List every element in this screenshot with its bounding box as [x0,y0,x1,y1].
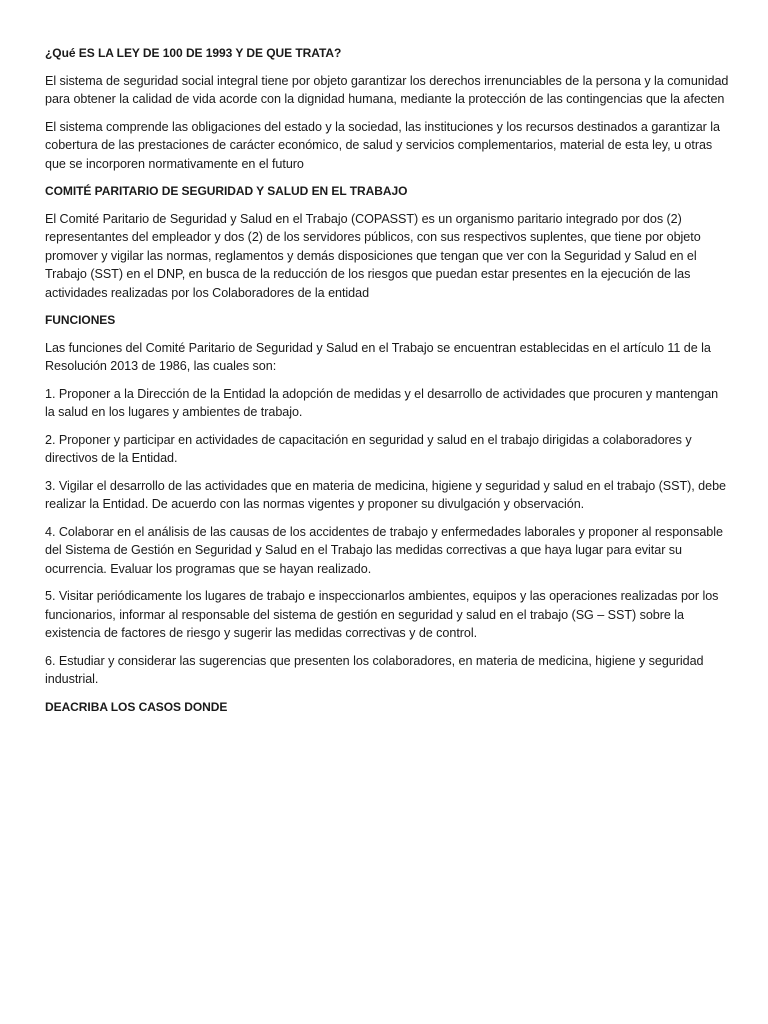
list-item-funcion-6: 6. Estudiar y considerar las sugerencias que presenten los colaboradores, en materia de medicina, higiene y seguridad industrial. [45,653,704,686]
paragraph-sistema-objeto: El sistema de seguridad social integral tiene por objeto garantizar los derechos irrenunciables de la persona y la comunidad para obtener la calidad de vida acorde con la dignidad humana, mediante la protección de las contingencias que la afecten [45,73,729,106]
list-item-funcion-5: 5. Visitar periódicamente los lugares de trabajo e inspeccionarlos ambientes, equipos y las operaciones realizadas por los funcionarios, informar al responsable del sistema de gestión en seguridad y salud en el trabajo (SG – SST) sobre la existencia de factores de riesgo y sugerir las medidas correctivas y de control. [45,589,719,640]
heading-comite-paritario: COMITÉ PARITARIO DE SEGURIDAD Y SALUD EN EL TRABAJO [45,184,408,198]
paragraph-sistema-comprende: El sistema comprende las obligaciones del estado y la sociedad, las instituciones y los recursos destinados a garantizar la cobertura de las prestaciones de carácter económico, de salud y servicios complementarios, material de esta ley, u otras que se incorporen normativamente en el futuro [45,119,720,171]
document-page [45,44,730,725]
heading-describa-casos: DEACRIBA LOS CASOS DONDE [45,699,228,714]
list-item-funcion-4: 4. Colaborar en el análisis de las causas de los accidentes de trabajo y enfermedades laborales y proponer al responsable del Sistema de Gestión en Seguridad y Salud en el Trabajo las medidas correctivas a que haya lugar para evitar su ocurrencia. Evaluar los programas que se hayan realizado. [45,524,723,576]
paragraph-funciones-intro: Las funciones del Comité Paritario de Seguridad y Salud en el Trabajo se encuentran establecidas en el artículo 11 de la Resolución 2013 de 1986, las cuales son: [45,340,711,373]
list-item-funcion-3: 3. Vigilar el desarrollo de las actividades que en materia de medicina, higiene y seguridad y salud en el trabajo (SST), debe realizar la Entidad. De acuerdo con las normas vigentes y proponer su divulgación y observación. [45,478,726,511]
heading-funciones: FUNCIONES [45,313,116,327]
list-item-funcion-1: 1. Proponer a la Dirección de la Entidad la adopción de medidas y el desarrollo de actividades que procuren y mantengan la salud en los lugares y ambientes de trabajo. [45,386,719,419]
heading-ley-100: ¿Qué ES LA LEY DE 100 DE 1993 Y DE QUE TRATA? [45,46,342,60]
paragraph-copasst: El Comité Paritario de Seguridad y Salud en el Trabajo (COPASST) es un organismo paritario integrado por dos (2) representantes del empleador y dos (2) de los servidores públicos, con sus respectivos suplentes, que tiene por objeto promover y vigilar las normas, reglamentos y demás disposiciones que tengan que ver con la Seguridad y Salud en el Trabajo (SST) en el DNP, en busca de la reducción de los riesgos que puedan estar presentes en la ejecución de las actividades realizadas por los Colaboradores de la entidad [45,211,701,300]
list-item-funcion-2: 2. Proponer y participar en actividades de capacitación en seguridad y salud en el trabajo dirigidas a colaboradores y directivos de la Entidad. [45,432,692,465]
